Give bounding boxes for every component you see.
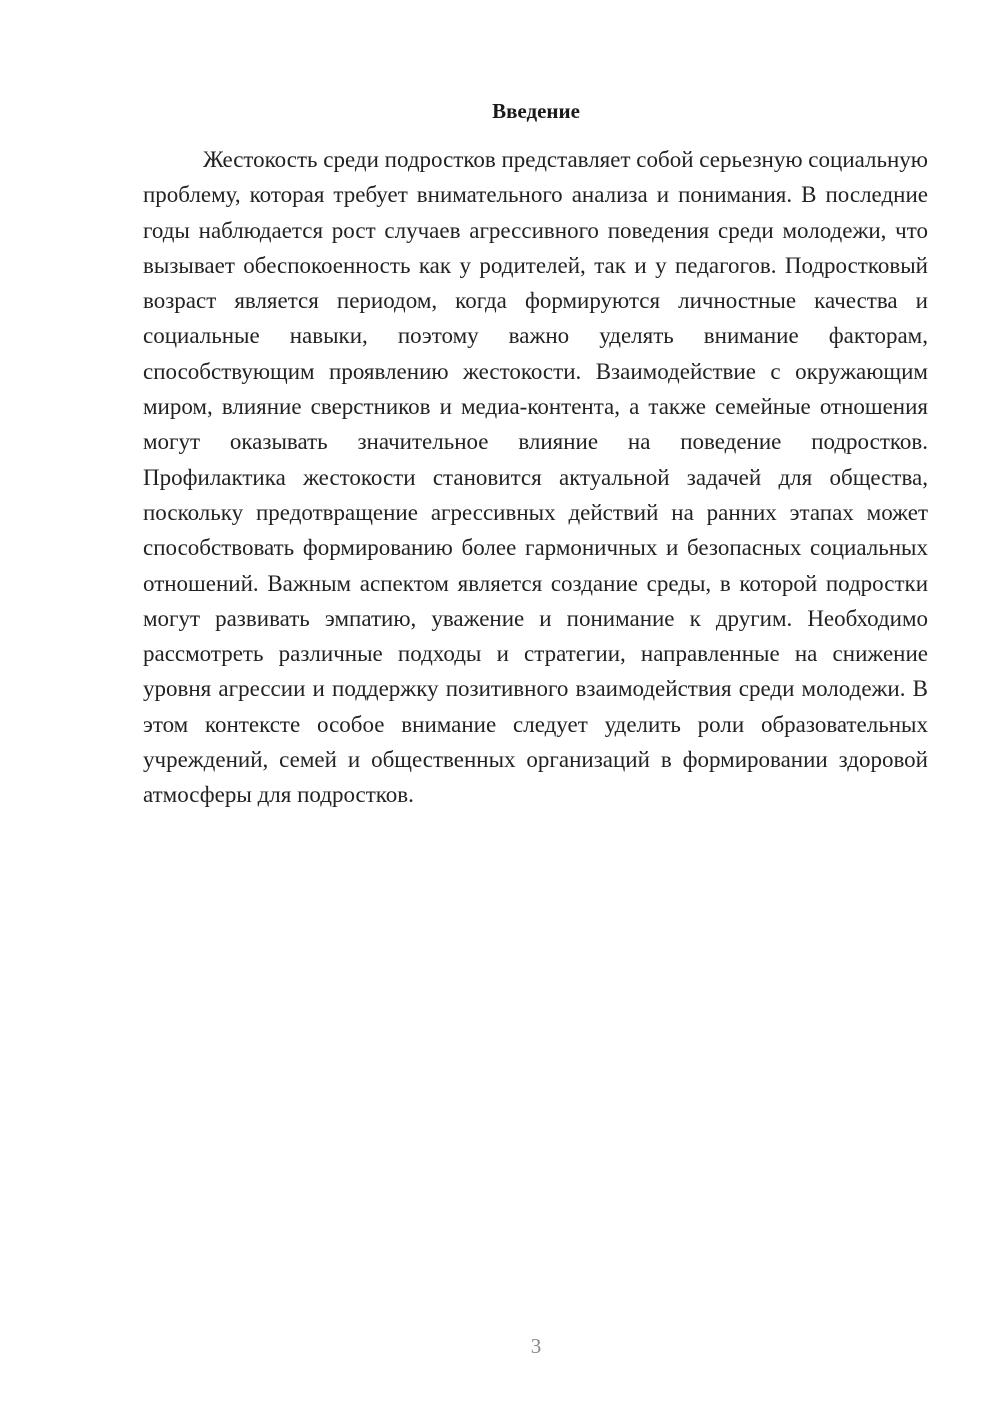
- section-heading: Введение: [492, 99, 580, 123]
- body-paragraph: Жестокость среди подростков представляет собой серьезную социальную проблему, которая требует внимательного анализа и понимания. В последние годы наблюдается рост случаев агрессивного поведения среди молодежи, что вызывает обеспокоенность как у родителей, так и у педагогов. Подростковый возраст является периодом, когда формируются личностные качества и социальные навыки, поэтому важно уделять внимание факторам, способствующим проявлению жестокости. Взаимодействие с окружающим миром, влияние сверстников и медиа-контента, а также семейные отношения могут оказывать значительное влияние на поведение подростков. Профилактика жестокости становится актуальной задачей для общества, поскольку предотвращение агрессивных действий на ранних этапах может способствовать формированию более гармоничных и безопасных социальных отношений. Важным аспектом является создание среды, в которой подростки могут развивать эмпатию, уважение и понимание к другим. Необходимо рассмотреть различные подходы и стратегии, направленные на снижение уровня агрессии и поддержку позитивного взаимодействия среди молодежи. В этом контексте особое внимание следует уделить роли образовательных учреждений, семей и общественных организаций в формировании здоровой атмосферы для подростков.: [143, 147, 928, 808]
- page-number: 3: [530, 1334, 542, 1358]
